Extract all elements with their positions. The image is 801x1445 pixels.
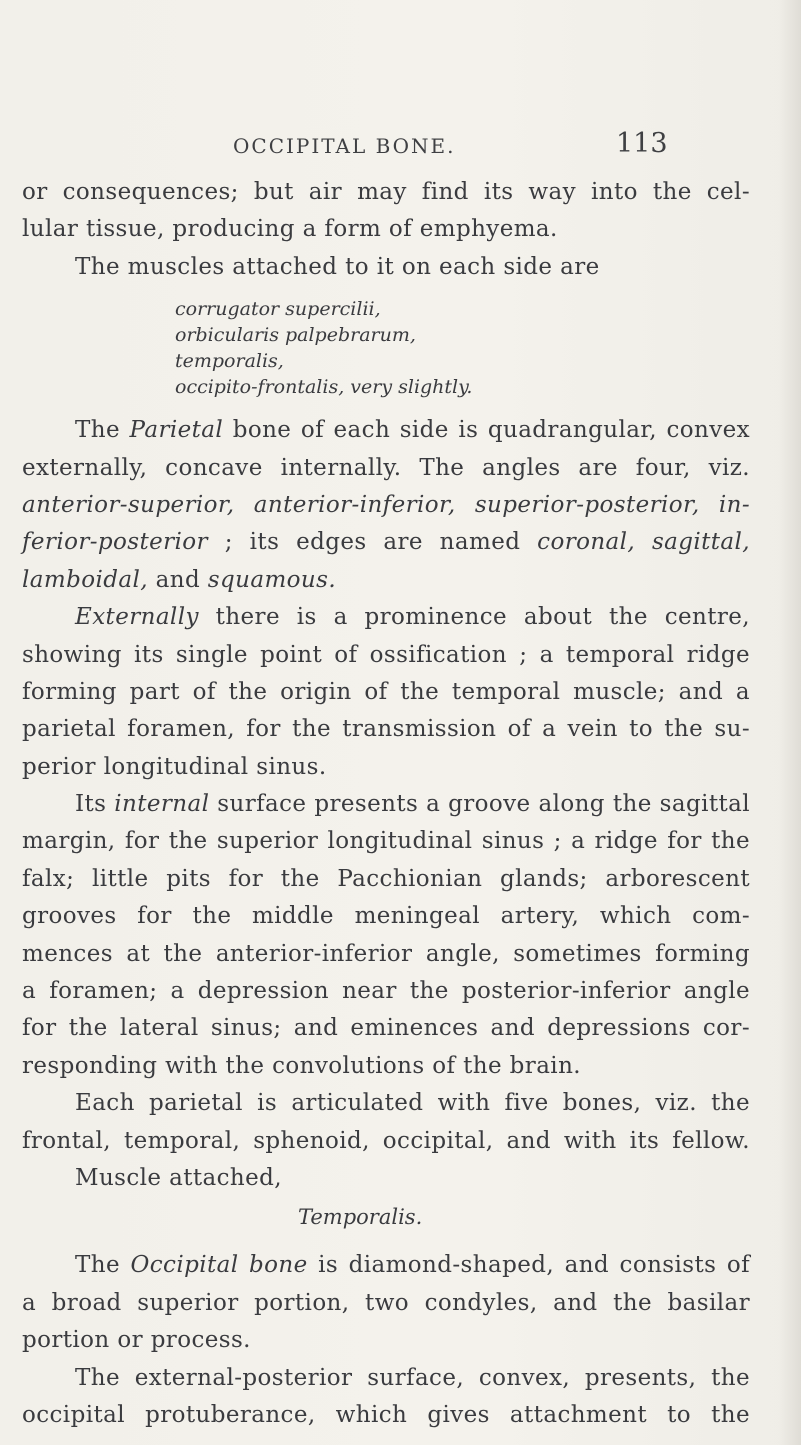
text-line: a foramen; a depression near the posterior-inferior angle — [22, 978, 750, 1005]
text-line: Externally there is a prominence about the centre, — [75, 604, 750, 631]
body-text — [22, 174, 750, 1434]
italic-term: Occipital bone — [130, 1252, 308, 1279]
text-line: showing its single point of ossification ; a temporal ridge — [22, 641, 750, 668]
italic-term: squamous. — [207, 566, 337, 593]
text-line: portion or process. — [22, 1327, 251, 1354]
italic-term: ferior-posterior — [22, 529, 208, 556]
text-line: occipital protuberance, which gives attachment to the — [22, 1401, 750, 1428]
page-number: 113 — [616, 128, 668, 159]
text-line — [22, 487, 750, 524]
text-line: Its internal surface presents a groove along the sagittal — [75, 791, 750, 818]
text-line: Muscle attached, — [75, 1164, 282, 1191]
text-line: or consequences; but air may find its way into the cel- — [22, 179, 750, 205]
paragraph-parietal — [22, 412, 750, 599]
paragraph-articulation — [22, 1085, 750, 1237]
muscle-item: corrugator supercilii, — [175, 298, 381, 321]
text-line: grooves for the middle meningeal artery, which com- — [22, 903, 750, 930]
text-line: margin, for the superior longitudinal sinus ; a ridge for the — [22, 828, 750, 855]
text-line: The external-posterior surface, convex, presents, the — [75, 1364, 750, 1391]
paragraph-occipital — [22, 1247, 750, 1359]
paragraph-externally — [22, 599, 750, 786]
muscle-item: temporalis, — [175, 350, 284, 373]
page-header — [0, 128, 801, 162]
running-head: OCCIPITAL BONE. — [233, 134, 456, 158]
italic-term: internal — [114, 791, 210, 818]
italic-term: Externally — [75, 604, 199, 631]
text-line: for the lateral sinus; and eminences and depressions cor- — [22, 1015, 750, 1042]
text-line: forming part of the origin of the temporal muscle; and a — [22, 678, 750, 705]
italic-term: Parietal — [129, 417, 224, 444]
muscle-list — [22, 296, 750, 400]
paragraph-external-posterior — [22, 1360, 750, 1435]
muscle-item: orbicularis palpebrarum, — [175, 324, 416, 347]
text-line: lular tissue, producing a form of emphyema. — [22, 216, 558, 243]
text-line: externally, concave internally. The angles are four, viz. — [22, 454, 750, 481]
text-line: The Parietal bone of each side is quadrangular, convex — [75, 417, 750, 444]
paragraph-internal — [22, 786, 750, 1085]
muscle-item: occipito-frontalis, very slightly. — [175, 376, 473, 399]
italic-term: coronal, sagittal, — [537, 529, 750, 556]
muscle-temporalis: Temporalis. — [298, 1205, 423, 1230]
text-line: perior longitudinal sinus. — [22, 753, 327, 780]
text-line: Each parietal is articulated with five bones, viz. the — [75, 1090, 750, 1117]
text-line: falx; little pits for the Pacchionian glands; arborescent — [22, 865, 750, 892]
italic-term: anterior-superior, anterior-inferior, superior-posterior, in- — [22, 491, 750, 518]
text-line: ferior-posterior ; its edges are named coronal, sagittal, — [22, 529, 750, 556]
page-edge-shadow — [779, 0, 801, 1445]
muscle-name: occipito-frontalis — [175, 376, 339, 399]
text-line: parietal foramen, for the transmission of a vein to the su- — [22, 716, 750, 743]
italic-term: lamboidal, — [22, 566, 148, 593]
text-line: The Occipital bone is diamond-shaped, and consists of — [75, 1252, 750, 1279]
text-line: responding with the convolutions of the brain. — [22, 1052, 581, 1079]
text-line: lamboidal, and squamous. — [22, 566, 337, 593]
text-line: a broad superior portion, two condyles, and the basilar — [22, 1289, 750, 1316]
text-line: The muscles attached to it on each side are — [75, 253, 600, 280]
text-line: mences at the anterior-inferior angle, sometimes forming — [22, 940, 750, 967]
text-line: frontal, temporal, sphenoid, occipital, and with its fellow. — [22, 1127, 750, 1154]
